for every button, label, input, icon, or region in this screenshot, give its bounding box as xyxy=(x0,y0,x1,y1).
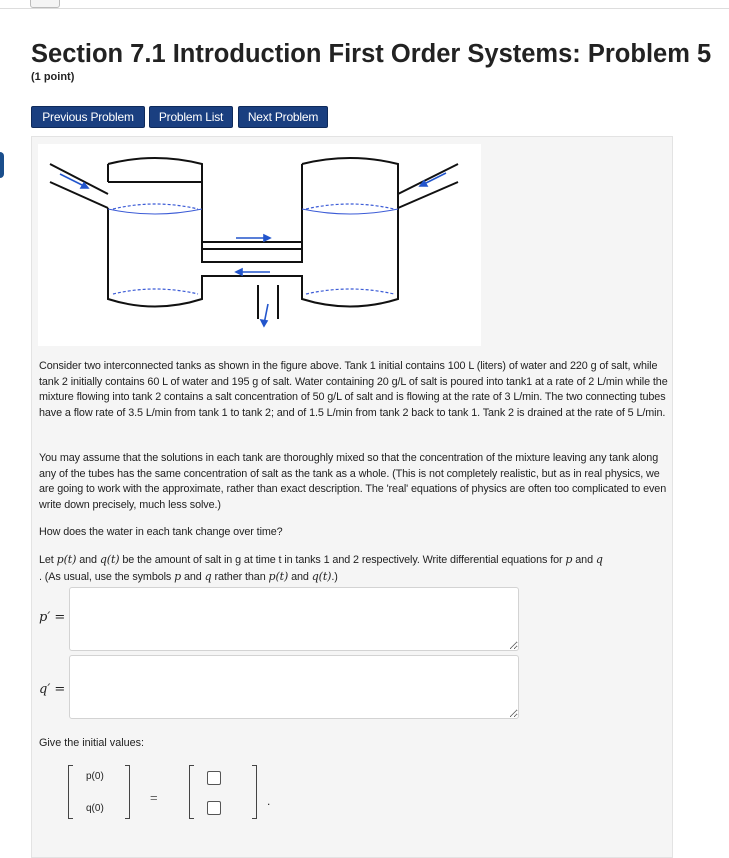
problem-text-2: You may assume that the solutions in each tank are thoroughly mixed so that the concentration of the mixture leaving any tank along any of the tubes has the same concentration of salt as the tank as a whole. (This is not completely realistic, but as in real physics, we are going to work with the approximate, rather than exact description. The 'real' equations of physics are often too complicated to even write down precisely, much less solve.) xyxy=(39,452,667,511)
tank-diagram xyxy=(38,144,481,346)
next-problem-button[interactable]: Next Problem xyxy=(238,106,328,128)
p0-label: p(0) xyxy=(86,771,104,782)
p-prime-input[interactable] xyxy=(69,587,519,651)
tank2-top xyxy=(302,158,398,208)
tank1-bottom-dash xyxy=(113,289,198,294)
problem-question: How does the water in each tank change over time? xyxy=(39,526,283,538)
top-tab[interactable] xyxy=(30,0,60,8)
page-title: Section 7.1 Introduction First Order Systems: Problem 5 xyxy=(31,40,712,68)
left-bracket-open xyxy=(68,765,73,819)
tank2-water-arc xyxy=(302,209,398,214)
problem-instructions: Let p(t) and q(t) be the amount of salt in g at time t in tanks 1 and 2 respectively. Write differential equations for p and q . (As usual, use the symbols p and q rather than p(t) and q(t).) xyxy=(39,553,603,583)
equals-sign: = xyxy=(150,790,158,805)
tank2-bottom-dash xyxy=(306,289,394,294)
tank2-inlet-top xyxy=(398,164,458,194)
right-bracket-close xyxy=(252,765,257,819)
upper-tube xyxy=(202,242,302,249)
q-prime-input[interactable] xyxy=(69,655,519,719)
q0-input[interactable] xyxy=(207,801,221,815)
tank1-top xyxy=(108,158,202,182)
tank-diagram-svg xyxy=(38,144,481,346)
tank1-water-arc xyxy=(108,209,202,214)
tank2-water-level xyxy=(306,204,394,209)
tank1-inlet-top xyxy=(50,164,108,194)
problem-list-button[interactable]: Problem List xyxy=(149,106,233,128)
tank1-water-level xyxy=(113,204,198,209)
p0-input[interactable] xyxy=(207,771,221,785)
lower-tube xyxy=(202,276,302,285)
right-bracket-open xyxy=(189,765,194,819)
initial-values-label: Give the initial values: xyxy=(39,737,145,749)
tank1-inlet-bottom xyxy=(50,182,108,208)
problem-text-1: Consider two interconnected tanks as shown in the figure above. Tank 1 initial contains 100 L (liters) of water and 220 g of salt, while tank 2 initially contains 60 L of water and 195 g of salt. Water containing 20 g/L of salt is poured into tank1 at a rate of 2 L/min while the mixture flowing into tank 2 contains a salt concentration of 50 g/L of salt and is flowing at the rate of 3 L/min. The two connecting tubes have a flow rate of 3.5 L/min from tank 1 to tank 2; and of 1.5 L/min from tank 2 back to tank 1. Tank 2 is drained at the rate of 5 L/min. xyxy=(39,360,668,419)
p-prime-label: p′ = xyxy=(39,610,66,625)
previous-problem-button[interactable]: Previous Problem xyxy=(31,106,145,128)
tube-inner xyxy=(202,249,302,262)
points-label: (1 point) xyxy=(31,71,75,83)
side-marker[interactable] xyxy=(0,152,4,178)
period: . xyxy=(267,794,271,808)
q0-label: q(0) xyxy=(86,803,104,814)
top-bar xyxy=(0,0,729,9)
q-prime-label: q′ = xyxy=(39,682,66,697)
left-bracket-close xyxy=(125,765,130,819)
tank2-inlet-bottom xyxy=(398,182,458,208)
